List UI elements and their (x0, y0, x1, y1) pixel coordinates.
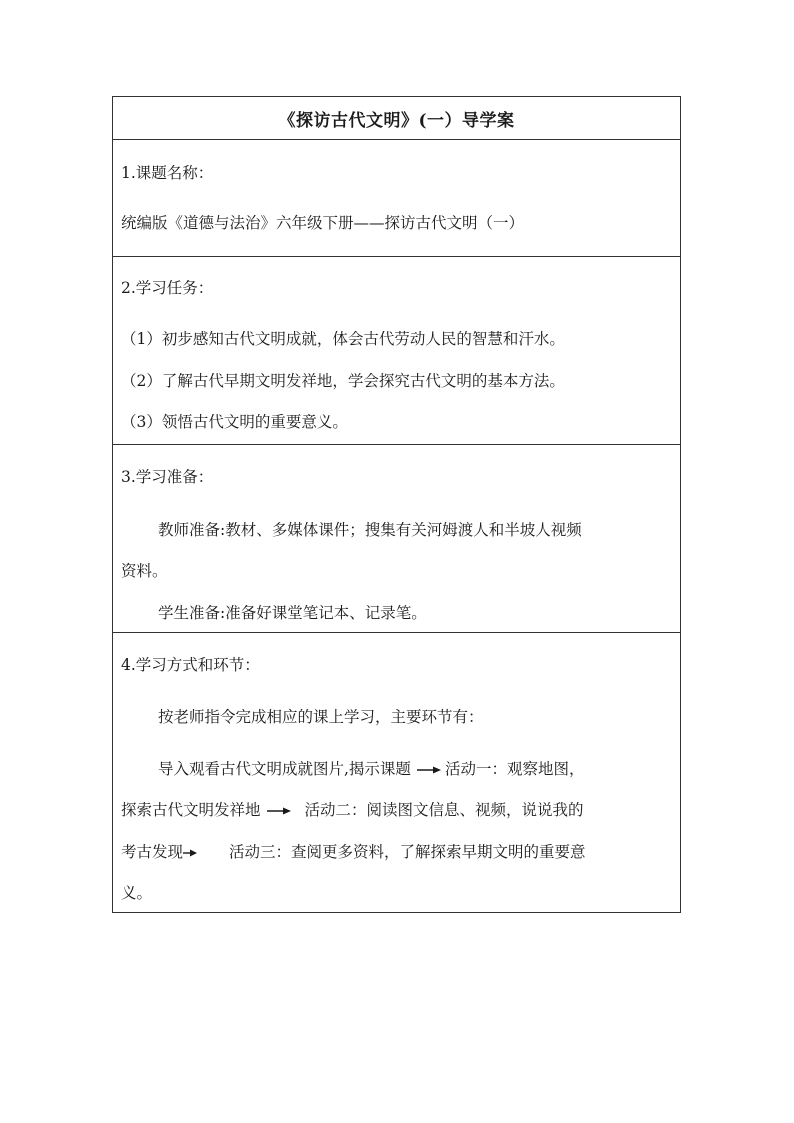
right-arrow-icon (183, 848, 197, 858)
flow-step-1: 导入观看古代文明成就图片,揭示课题 (158, 760, 411, 778)
flow-step-3b: 考古发现 (121, 843, 184, 861)
task-item-1: （1）初步感知古代文明成就，体会古代劳动人民的智慧和汗水。 (121, 330, 565, 348)
methods-intro: 按老师指令完成相应的课上学习，主要环节有： (158, 708, 484, 726)
flow-step-2b: 探索古代文明发祥地 (121, 801, 261, 819)
section-topic (113, 139, 680, 256)
section-preparation (113, 444, 680, 632)
section-tasks-heading: 2.学习任务： (121, 279, 214, 297)
section-preparation-heading: 3.学习准备： (121, 468, 214, 486)
lesson-plan-table (112, 96, 681, 913)
right-arrow-icon (267, 806, 291, 816)
flow-step-2a: 活动一：观察地图， (444, 760, 585, 778)
section-tasks (113, 256, 680, 444)
section-topic-heading: 1.课题名称： (121, 164, 214, 182)
task-item-2: （2）了解古代早期文明发祥地，学会探究古代文明的基本方法。 (121, 372, 565, 390)
section-topic-content: 统编版《道德与法治》六年级下册——探访古代文明（一） (121, 214, 525, 232)
section-methods-heading: 4.学习方式和环节： (121, 656, 260, 674)
right-arrow-icon (417, 765, 441, 775)
flow-line-4: 义。 (121, 884, 153, 902)
student-preparation: 学生准备:准备好课堂笔记本、记录笔。 (158, 604, 427, 622)
table-title-row (113, 97, 680, 139)
flow-line-2 (121, 799, 674, 821)
section-methods (113, 632, 680, 912)
document-title: 《探访古代文明》(一）导学案 (278, 110, 515, 131)
flow-step-3a: 活动二：阅读图文信息、视频，说说我的 (304, 801, 584, 819)
teacher-preparation-line1: 教师准备:教材、多媒体课件；搜集有关河姆渡人和半坡人视频 (158, 521, 582, 539)
task-item-3: （3）领悟古代文明的重要意义。 (121, 413, 348, 431)
teacher-preparation-line2: 资料。 (121, 562, 168, 580)
flow-step-4a: 活动三：查阅更多资料，了解探索早期文明的重要意 (229, 843, 586, 861)
flow-line-1 (158, 758, 674, 780)
flow-line-3 (121, 841, 674, 863)
